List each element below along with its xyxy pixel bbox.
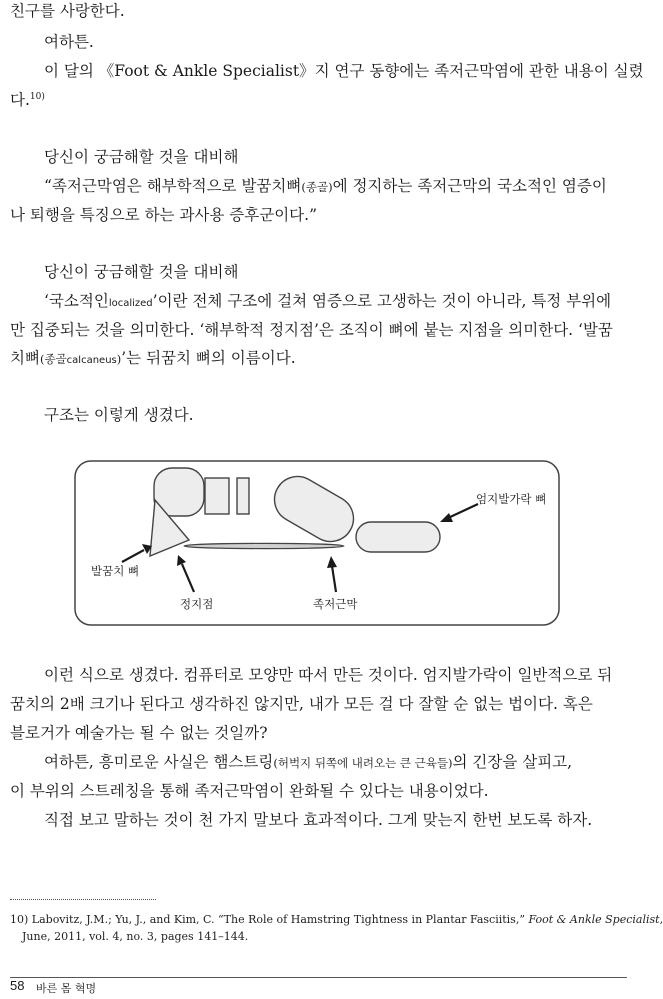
footer-divider (10, 977, 627, 978)
para-line-4-c: 의 긴장을 살피고, (452, 753, 573, 771)
footnote-line-1-c: , (659, 913, 663, 926)
quote-line-2: 나 퇴행을 특징으로 하는 과사용 증후군이다.” (10, 206, 318, 224)
journal-title: 《Foot & Ankle Specialist》 (98, 62, 315, 80)
label-big-toe: 엄지발가락 뼈 (476, 492, 547, 506)
para-line-4-b: (허벅지 뒤쪽에 내려오는 큰 근육들) (273, 756, 453, 770)
heading-2: 당신이 궁금해할 것을 대비해 (44, 263, 239, 281)
body-line-3 (44, 60, 644, 82)
definition-line-3-a: 치뼈 (10, 349, 40, 367)
running-head: 바른 몸 혁명 (36, 982, 97, 995)
quote-line-1 (44, 175, 607, 198)
foot-structure-diagram (74, 460, 560, 626)
quote-line-1-c: 에 정지하는 족저근막의 국소적인 염증이 (332, 177, 607, 195)
footnote-journal: Foot & Ankle Specialist (528, 913, 660, 926)
definition-line-1-c: ’이란 전체 구조에 걸쳐 염증으로 고생하는 것이 아니라, 특정 부위에 (152, 292, 612, 310)
definition-line-2: 만 집중되는 것을 의미한다. ‘해부학적 정지점’은 조직이 뼈에 붙는 지점을 의미한다. ‘발꿈 (10, 321, 613, 339)
label-fascia: 족저근막 (313, 597, 358, 611)
quote-line-1-b: (종골) (301, 180, 333, 194)
definition-line-3 (10, 347, 296, 372)
footnote-line-1 (10, 912, 663, 928)
page-number: 58 (10, 978, 25, 993)
definition-line-3-d: ) (116, 352, 122, 366)
para-line-1: 이런 식으로 생겼다. 컴퓨터로 모양만 따서 만든 것이다. 엄지발가락이 일반적으로 뒤 (44, 666, 613, 684)
navicular-bone (205, 478, 229, 514)
para-line-4-a: 여하튼, 흥미로운 사실은 햄스트링 (44, 753, 274, 771)
cuneiform-bone (237, 478, 249, 514)
footnote-line-2: June, 2011, vol. 4, no. 3, pages 141–144. (22, 930, 249, 943)
para-line-4 (44, 751, 572, 774)
definition-line-3-b: (종골 (39, 352, 67, 366)
plantar-fascia (184, 543, 344, 548)
para-line-2: 꿈치의 2배 크기나 된다고 생각하진 않지만, 내가 모든 걸 다 잘할 순 없는 법이다. 혹은 (10, 695, 593, 713)
definition-line-1 (44, 290, 611, 315)
para-line-5: 이 부위의 스트레칭을 통해 족저근막염이 완화될 수 있다는 내용이었다. (10, 782, 489, 800)
body-line-4-text: 다. (10, 91, 30, 109)
definition-line-3-e: ’는 뒤꿈치 뼈의 이름이다. (121, 349, 296, 367)
term-calcaneus: calcaneus (66, 355, 117, 366)
footnote-line-1-a: 10) Labovitz, J.M.; Yu, J., and Kim, C. “The Role of Hamstring Tightness in Plantar Fasciitis,” (10, 913, 529, 926)
body-line-3-a: 이 달의 (44, 62, 99, 80)
body-line-3-c: 지 연구 동향에는 족저근막염에 관한 내용이 실렸 (314, 62, 644, 80)
definition-line-1-a: ‘국소적인 (44, 292, 109, 310)
footnote-ref: 10) (29, 91, 45, 102)
heading-1: 당신이 궁금해할 것을 대비해 (44, 148, 239, 166)
body-line-1: 친구를 사랑한다. (10, 2, 125, 20)
footnote-divider (10, 899, 156, 900)
para-line-3: 블로거가 예술가는 될 수 없는 것일까? (10, 724, 268, 742)
body-line-4 (10, 89, 45, 111)
label-insertion: 정지점 (180, 597, 214, 611)
para-line-6: 직접 보고 말하는 것이 천 가지 말보다 효과적이다. 그게 맞는지 한번 보도록 하자. (44, 811, 593, 829)
heading-3: 구조는 이렇게 생겼다. (44, 406, 194, 424)
quote-line-1-a: “족저근막염은 해부학적으로 발꿈치뼈 (44, 177, 302, 195)
label-heel: 발꿈치 뼈 (91, 564, 140, 578)
body-line-2: 여하튼. (44, 33, 94, 51)
term-localized: localized (108, 298, 153, 309)
big-toe-bone (356, 522, 440, 552)
